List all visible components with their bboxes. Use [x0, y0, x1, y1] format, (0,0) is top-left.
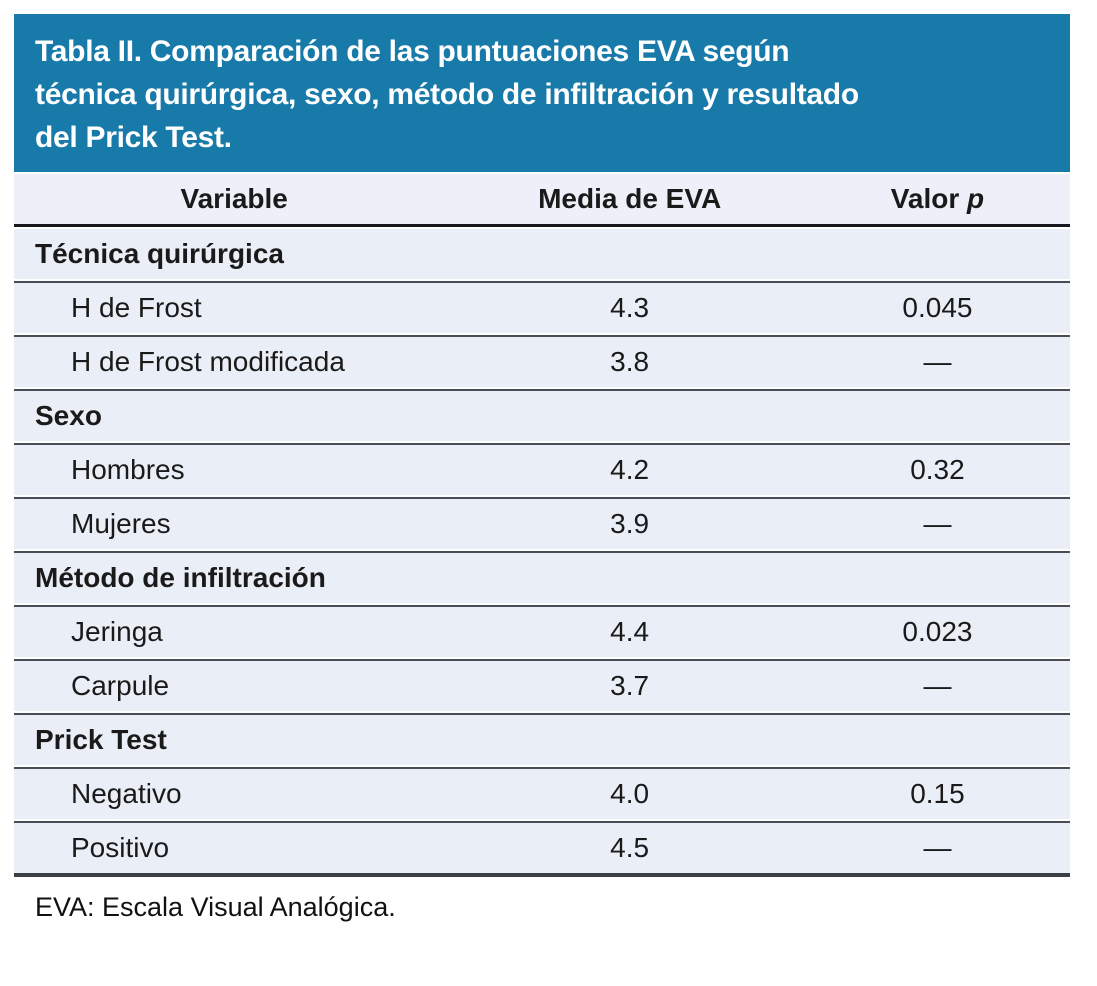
comparison-table — [14, 172, 1070, 879]
table-row — [14, 767, 1070, 819]
table-row — [14, 605, 1070, 657]
column-header-valor-p — [805, 174, 1070, 227]
cell-variable: Negativo — [14, 767, 454, 819]
column-header-media-eva: Media de EVA — [454, 174, 805, 227]
valor-p-italic: p — [967, 183, 985, 214]
cell-variable: Jeringa — [14, 605, 454, 657]
cell-valor-p: — — [805, 497, 1070, 549]
section-label: Técnica quirúrgica — [14, 229, 1070, 279]
table-title-line-2: técnica quirúrgica, sexo, método de infiltración y resultado — [35, 78, 859, 111]
cell-media-eva: 3.7 — [454, 659, 805, 711]
section-row — [14, 551, 1070, 603]
column-header-variable: Variable — [14, 174, 454, 227]
table-header-row — [14, 174, 1070, 227]
cell-valor-p: 0.15 — [805, 767, 1070, 819]
table-row — [14, 335, 1070, 387]
table-row — [14, 281, 1070, 333]
section-label: Prick Test — [14, 713, 1070, 765]
table-title-line-3: del Prick Test. — [35, 121, 232, 154]
table-body — [14, 229, 1070, 877]
cell-valor-p: 0.023 — [805, 605, 1070, 657]
table-title-line-1: Tabla II. Comparación de las puntuaciones EVA según — [35, 35, 790, 68]
cell-variable: H de Frost modificada — [14, 335, 454, 387]
table-row — [14, 659, 1070, 711]
cell-media-eva: 3.9 — [454, 497, 805, 549]
table-footnote: EVA: Escala Visual Analógica. — [35, 892, 396, 922]
cell-variable: Carpule — [14, 659, 454, 711]
cell-valor-p: 0.32 — [805, 443, 1070, 495]
table-title-banner — [14, 14, 1070, 172]
table-header — [14, 174, 1070, 227]
table-row — [14, 497, 1070, 549]
section-row — [14, 389, 1070, 441]
cell-variable: Mujeres — [14, 497, 454, 549]
cell-valor-p: — — [805, 335, 1070, 387]
cell-variable: Positivo — [14, 821, 454, 877]
valor-label: Valor — [890, 183, 968, 214]
cell-valor-p: — — [805, 821, 1070, 877]
cell-media-eva: 4.3 — [454, 281, 805, 333]
table-row — [14, 821, 1070, 877]
cell-media-eva: 4.5 — [454, 821, 805, 877]
table-row — [14, 443, 1070, 495]
cell-valor-p: — — [805, 659, 1070, 711]
cell-media-eva: 4.4 — [454, 605, 805, 657]
cell-valor-p: 0.045 — [805, 281, 1070, 333]
cell-media-eva: 4.2 — [454, 443, 805, 495]
cell-media-eva: 4.0 — [454, 767, 805, 819]
cell-variable: Hombres — [14, 443, 454, 495]
section-label: Método de infiltración — [14, 551, 1070, 603]
cell-media-eva: 3.8 — [454, 335, 805, 387]
section-row — [14, 229, 1070, 279]
section-label: Sexo — [14, 389, 1070, 441]
section-row — [14, 713, 1070, 765]
cell-variable: H de Frost — [14, 281, 454, 333]
